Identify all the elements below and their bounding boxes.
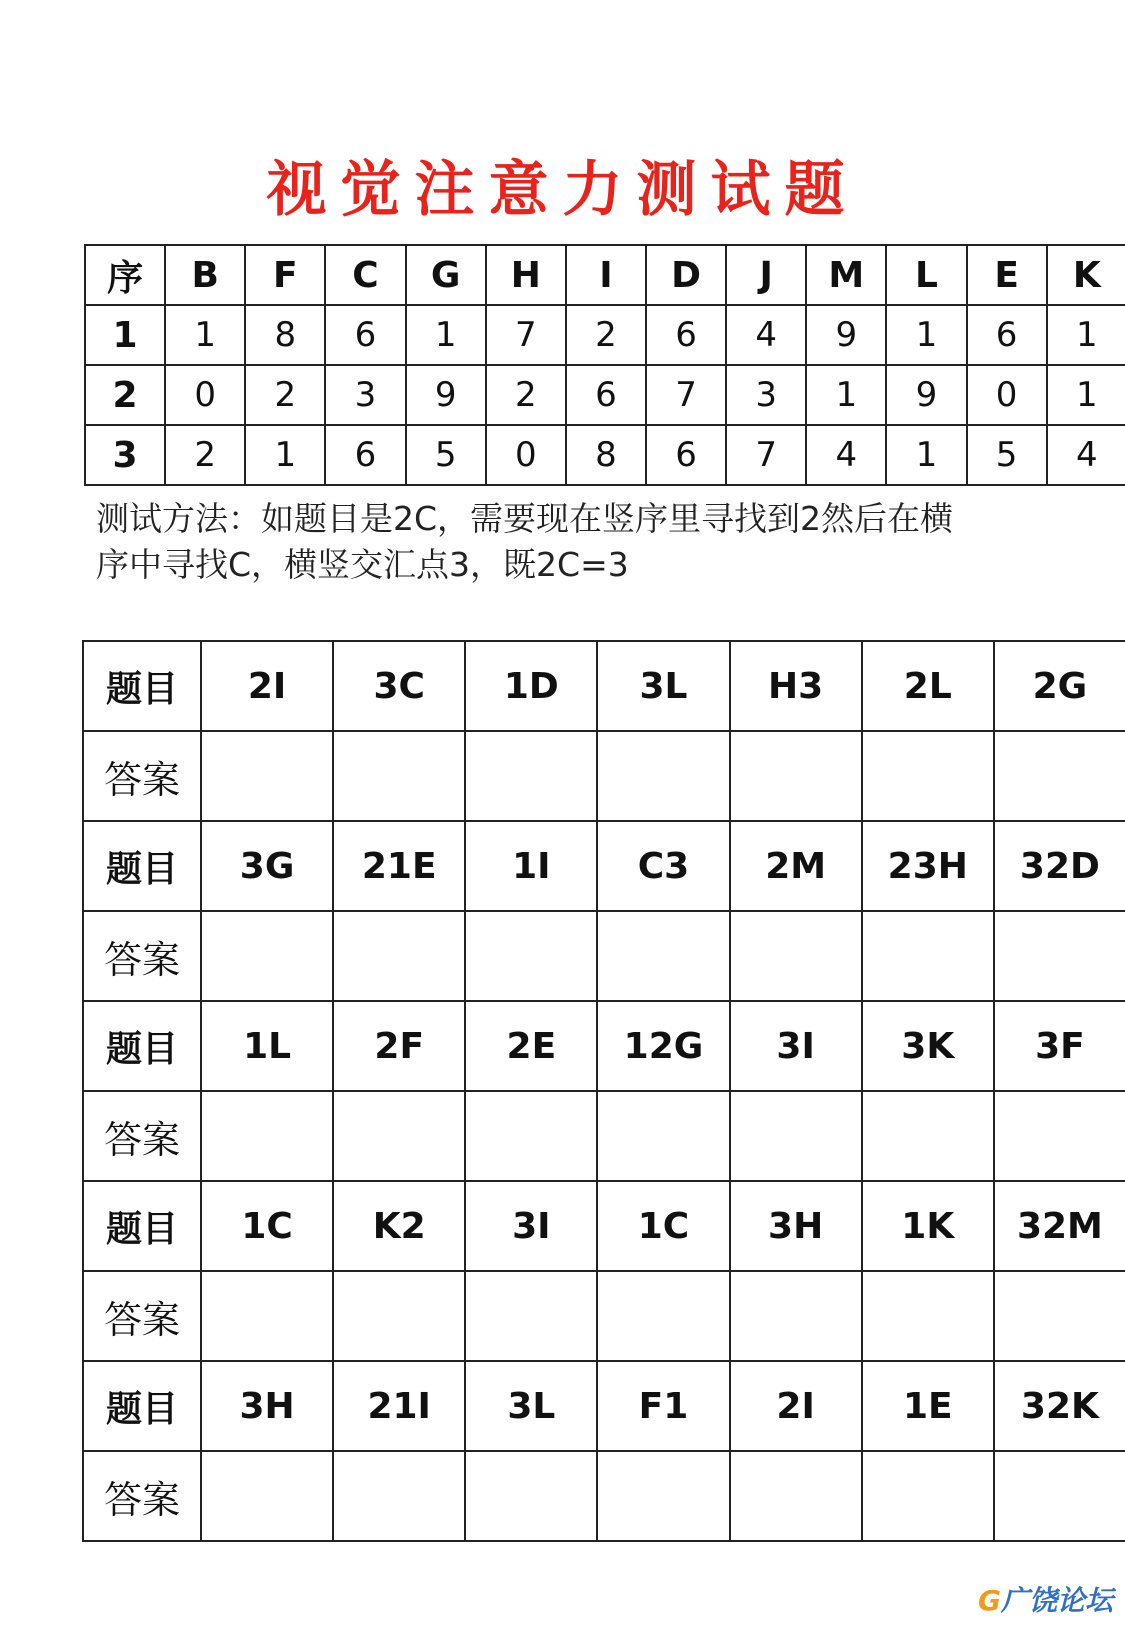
answer-cell[interactable] [994,731,1125,821]
grid-cell: 5 [967,425,1047,485]
grid-cell: 9 [806,305,886,365]
question-cell: 21I [333,1361,465,1451]
answer-cell[interactable] [465,911,597,1001]
question-cell: 3H [201,1361,333,1451]
answer-cell[interactable] [201,1271,333,1361]
answer-cell[interactable] [201,1451,333,1541]
answer-cell[interactable] [465,1451,597,1541]
grid-cell: 1 [1047,365,1125,425]
grid-col-header: B [165,245,245,305]
answer-cell[interactable] [730,1271,862,1361]
grid-col-header: I [566,245,646,305]
answer-row [83,1271,1125,1361]
grid-col-header: L [886,245,966,305]
grid-header-row [85,245,1125,305]
grid-cell: 7 [726,425,806,485]
answer-cell[interactable] [465,731,597,821]
grid-col-header: E [967,245,1047,305]
grid-row [85,425,1125,485]
grid-col-header: F [245,245,325,305]
question-cell: 1C [597,1181,729,1271]
grid-cell: 0 [486,425,566,485]
question-cell: 2I [730,1361,862,1451]
answer-cell[interactable] [597,731,729,821]
answer-row [83,1451,1125,1541]
question-cell: 3G [201,821,333,911]
question-label: 题目 [83,1361,201,1451]
grid-cell: 6 [967,305,1047,365]
grid-cell: 4 [806,425,886,485]
grid-col-header: H [486,245,566,305]
question-row [83,1001,1125,1091]
question-cell: 3H [730,1181,862,1271]
grid-cell: 7 [486,305,566,365]
answer-cell[interactable] [465,1091,597,1181]
grid-row [85,365,1125,425]
question-cell: F1 [597,1361,729,1451]
answer-label: 答案 [83,1451,201,1541]
answer-cell[interactable] [994,911,1125,1001]
grid-cell: 7 [646,365,726,425]
grid-cell: 2 [165,425,245,485]
grid-cell: 3 [325,365,405,425]
answer-cell[interactable] [862,911,994,1001]
answer-cell[interactable] [730,911,862,1001]
question-cell: 1D [465,641,597,731]
grid-cell: 4 [726,305,806,365]
answer-label: 答案 [83,731,201,821]
answer-cell[interactable] [333,1091,465,1181]
answer-cell[interactable] [333,1451,465,1541]
question-cell: 23H [862,821,994,911]
answer-label: 答案 [83,911,201,1001]
method-line: 测试方法：如题目是2C，需要现在竖序里寻找到2然后在横 [96,499,954,538]
question-cell: K2 [333,1181,465,1271]
answer-row [83,911,1125,1001]
question-cell: 21E [333,821,465,911]
answer-cell[interactable] [201,911,333,1001]
question-cell: 3L [597,641,729,731]
question-row [83,1361,1125,1451]
grid-cell: 4 [1047,425,1125,485]
method-line: 序中寻找C，横竖交汇点3，既2C=3 [96,545,629,584]
answer-cell[interactable] [862,731,994,821]
question-cell: 3I [465,1181,597,1271]
quiz-table [82,640,1125,1542]
question-cell: 32D [994,821,1125,911]
answer-cell[interactable] [201,731,333,821]
grid-cell: 1 [806,365,886,425]
question-cell: 1K [862,1181,994,1271]
question-cell: 3C [333,641,465,731]
answer-cell[interactable] [730,1091,862,1181]
grid-col-header: J [726,245,806,305]
grid-row [85,305,1125,365]
question-cell: 3K [862,1001,994,1091]
watermark-logo-icon: G [978,1584,1001,1617]
answer-cell[interactable] [597,911,729,1001]
answer-cell[interactable] [862,1271,994,1361]
grid-row-header: 3 [85,425,165,485]
question-row [83,821,1125,911]
method-instructions [96,496,1056,588]
answer-cell[interactable] [333,1271,465,1361]
question-cell: 32K [994,1361,1125,1451]
grid-col-header: D [646,245,726,305]
answer-row [83,731,1125,821]
grid-cell: 6 [646,305,726,365]
answer-cell[interactable] [862,1451,994,1541]
grid-cell: 1 [1047,305,1125,365]
answer-row [83,1091,1125,1181]
grid-cell: 2 [566,305,646,365]
answer-cell[interactable] [994,1451,1125,1541]
question-cell: 12G [597,1001,729,1091]
question-cell: 2F [333,1001,465,1091]
grid-cell: 2 [245,365,325,425]
answer-cell[interactable] [994,1091,1125,1181]
answer-cell[interactable] [333,911,465,1001]
question-cell: H3 [730,641,862,731]
grid-cell: 8 [566,425,646,485]
grid-col-header: M [806,245,886,305]
grid-cell: 6 [566,365,646,425]
question-row [83,641,1125,731]
answer-cell[interactable] [597,1451,729,1541]
answer-cell[interactable] [862,1091,994,1181]
watermark-text: 广饶论坛 [1000,1584,1113,1617]
watermark [978,1579,1113,1619]
grid-cell: 1 [406,305,486,365]
grid-cell: 9 [886,365,966,425]
answer-cell[interactable] [597,1091,729,1181]
question-cell: 3F [994,1001,1125,1091]
question-cell: 1L [201,1001,333,1091]
grid-col-header: K [1047,245,1125,305]
question-row [83,1181,1125,1271]
answer-cell[interactable] [730,1451,862,1541]
grid-col-header: C [325,245,405,305]
question-cell: 2I [201,641,333,731]
question-cell: 2M [730,821,862,911]
question-cell: 2G [994,641,1125,731]
lookup-grid [84,244,1125,486]
grid-cell: 8 [245,305,325,365]
grid-corner: 序 [85,245,165,305]
grid-cell: 1 [165,305,245,365]
grid-row-header: 1 [85,305,165,365]
question-cell: 2L [862,641,994,731]
question-cell: 1C [201,1181,333,1271]
grid-cell: 1 [886,425,966,485]
question-cell: 2E [465,1001,597,1091]
question-cell: 3I [730,1001,862,1091]
answer-cell[interactable] [333,731,465,821]
answer-cell[interactable] [465,1271,597,1361]
answer-cell[interactable] [597,1271,729,1361]
page-title: 视觉注意力测试题 [266,155,859,225]
grid-row-header: 2 [85,365,165,425]
answer-label: 答案 [83,1091,201,1181]
grid-cell: 2 [486,365,566,425]
question-cell: C3 [597,821,729,911]
grid-col-header: G [406,245,486,305]
grid-cell: 5 [406,425,486,485]
grid-cell: 9 [406,365,486,425]
question-cell: 32M [994,1181,1125,1271]
grid-cell: 0 [967,365,1047,425]
answer-cell[interactable] [994,1271,1125,1361]
question-label: 题目 [83,1001,201,1091]
answer-label: 答案 [83,1271,201,1361]
question-label: 题目 [83,1181,201,1271]
grid-cell: 0 [165,365,245,425]
grid-cell: 6 [646,425,726,485]
question-cell: 3L [465,1361,597,1451]
grid-cell: 1 [886,305,966,365]
grid-cell: 1 [245,425,325,485]
question-cell: 1I [465,821,597,911]
grid-cell: 3 [726,365,806,425]
grid-cell: 6 [325,425,405,485]
question-label: 题目 [83,821,201,911]
answer-cell[interactable] [730,731,862,821]
grid-cell: 6 [325,305,405,365]
question-label: 题目 [83,641,201,731]
question-cell: 1E [862,1361,994,1451]
answer-cell[interactable] [201,1091,333,1181]
